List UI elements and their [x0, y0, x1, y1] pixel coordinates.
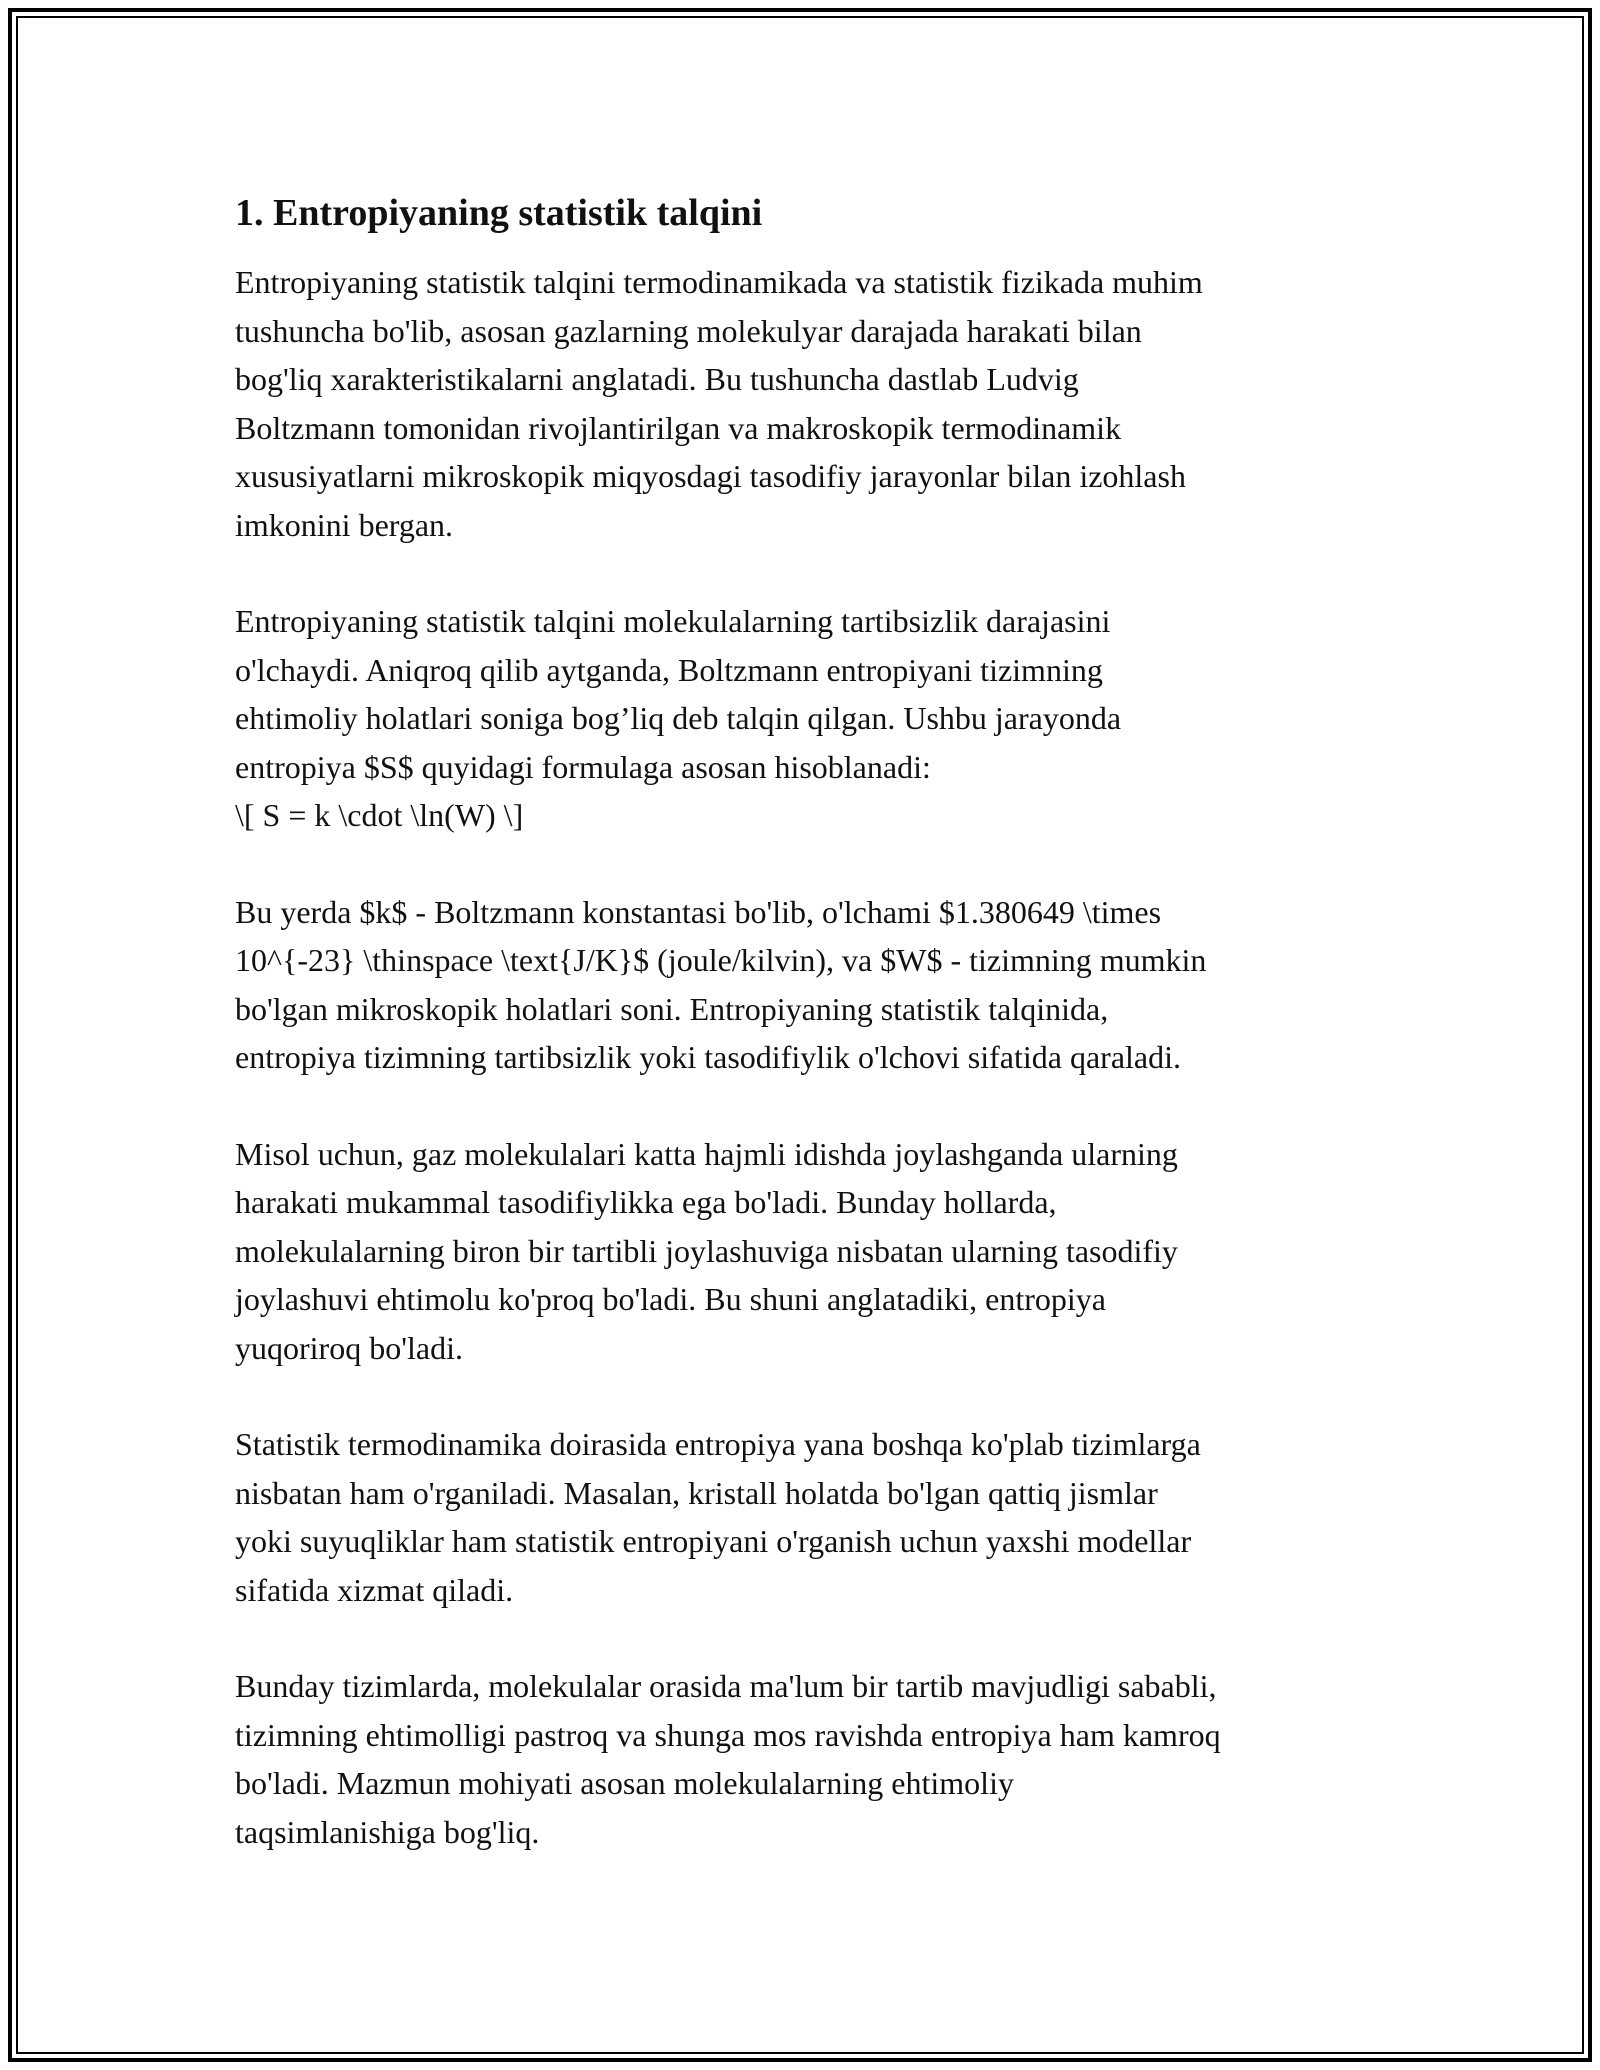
text-line: entropiya $S$ quyidagi formulaga asosan hisoblanadi: — [235, 748, 931, 785]
text-line: xususiyatlarni mikroskopik miqyosdagi tasodifiy jarayonlar bilan izohlash — [235, 458, 1186, 494]
text-line: Statistik termodinamika doirasida entropiya yana boshqa ko'plab tizimlarga — [235, 1426, 1201, 1462]
text-line: tizimning ehtimolligi pastroq va shunga mos ravishda entropiya ham kamroq — [235, 1716, 1221, 1753]
text-line: Entropiyaning statistik talqini molekulalarning tartibsizlik darajasini — [235, 603, 1111, 639]
text-line: entropiya tizimning tartibsizlik yoki tasodifiylik o'lchovi sifatida qaraladi. — [235, 1039, 1181, 1075]
text-line: nisbatan ham o'rganiladi. Masalan, kristall holatda bo'lgan qattiq jismlar — [235, 1474, 1158, 1511]
section-title: 1. Entropiyaning statistik talqini — [235, 192, 763, 234]
text-line: bo'lgan mikroskopik holatlari soni. Entropiyaning statistik talqinida, — [235, 990, 1109, 1027]
text-line: ehtimoliy holatlari soniga bog’liq deb talqin qilgan. Ushbu jarayonda — [235, 700, 1122, 736]
paragraph-conclusion — [235, 1662, 1385, 1856]
text-line: o'lchaydi. Aniqroq qilib aytganda, Boltzmann entropiyani tizimning — [235, 651, 1103, 688]
paragraph-constant — [235, 888, 1385, 1082]
paragraph-example — [235, 1130, 1385, 1373]
text-line: harakati mukammal tasodifiylikka ega bo'ladi. Bunday hollarda, — [235, 1184, 1057, 1220]
text-line: 10^{-23} \thinspace \text{J/K}$ (joule/kilvin), va $W$ - tizimning mumkin — [235, 942, 1207, 978]
paragraph-formula — [235, 597, 1385, 840]
text-line: Boltzmann tomonidan rivojlantirilgan va makroskopik termodinamik — [235, 409, 1122, 446]
text-line: imkonini bergan. — [235, 506, 454, 543]
text-line: Misol uchun, gaz molekulalari katta hajmli idishda joylashganda ularning — [235, 1135, 1178, 1172]
text-line: bo'ladi. Mazmun mohiyati asosan molekulalarning ehtimoliy — [235, 1765, 1014, 1801]
paragraph-intro — [235, 258, 1385, 549]
text-line: Bu yerda $k$ - Boltzmann konstantasi bo'lib, o'lchami $1.380649 \times — [235, 893, 1162, 930]
text-line: Entropiyaning statistik talqini termodinamikada va statistik fizikada muhim — [235, 264, 1203, 300]
formula-line: \[ S = k \cdot \ln(W) \] — [235, 797, 524, 833]
text-line: yuqoriroq bo'ladi. — [235, 1329, 463, 1366]
text-line: Bunday tizimlarda, molekulalar orasida ma'lum bir tartib mavjudligi sababli, — [235, 1668, 1217, 1704]
text-line: molekulalarning biron bir tartibli joylashuviga nisbatan ularning tasodifiy — [235, 1232, 1178, 1269]
text-line: bog'liq xarakteristikalarni anglatadi. Bu tushuncha dastlab Ludvig — [235, 361, 1079, 397]
text-line: taqsimlanishiga bog'liq. — [235, 1813, 540, 1850]
document-body — [235, 188, 1385, 1904]
text-line: yoki suyuqliklar ham statistik entropiyani o'rganish uchun yaxshi modellar — [235, 1523, 1192, 1559]
text-line: joylashuvi ehtimolu ko'proq bo'ladi. Bu shuni anglatadiki, entropiya — [235, 1281, 1106, 1317]
paragraph-statistical — [235, 1420, 1385, 1614]
text-line: sifatida xizmat qiladi. — [235, 1571, 514, 1608]
text-line: tushuncha bo'lib, asosan gazlarning molekulyar darajada harakati bilan — [235, 312, 1142, 349]
